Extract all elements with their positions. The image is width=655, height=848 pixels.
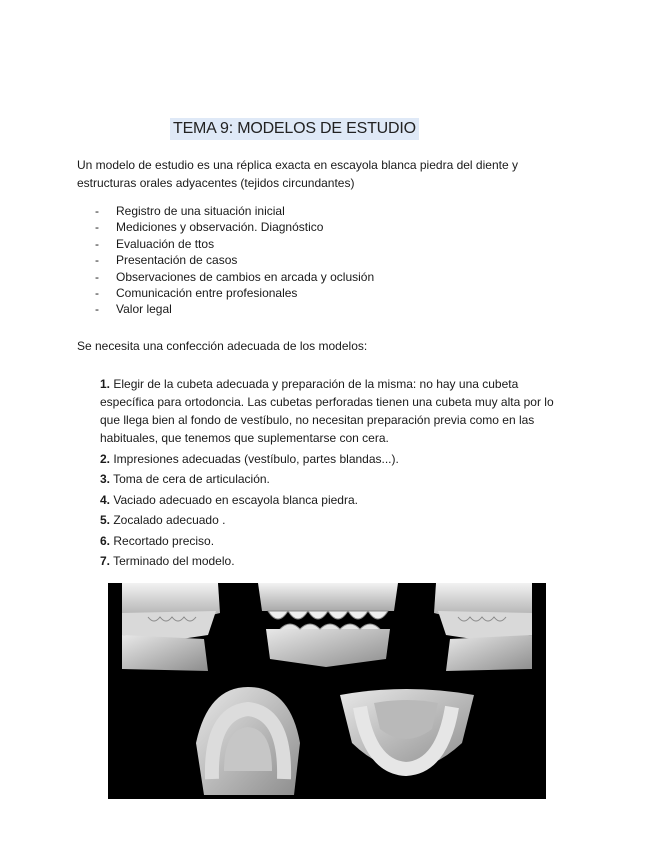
dental-models-illustration [108, 583, 546, 799]
step-text: Toma de cera de articulación. [110, 472, 270, 486]
list-item-text: Registro de una situación inicial [116, 204, 285, 218]
list-item-text: Comunicación entre profesionales [116, 286, 298, 301]
step-text: Zocalado adecuado . [110, 513, 226, 527]
list-item-text: Valor legal [116, 302, 172, 317]
bullet-marker: - [95, 253, 99, 268]
step-text: Vaciado adecuado en escayola blanca piedra. [110, 492, 358, 507]
list-item [95, 219, 374, 235]
model-right-view [122, 583, 220, 671]
list-item [95, 285, 374, 301]
step-text: Terminado del modelo. [110, 554, 235, 568]
step-text: Elegir de la cubeta adecuada y preparación de la misma: no hay una cubeta específica para ortodoncia. Las cubetas perforadas tienen una cubeta muy alta por lo que llega bien al fondo de vestíbulo, no necesitan preparación previa como en las habituales, que tenemos que suplementarse con cera. [100, 377, 554, 445]
step-number: 4. [100, 492, 111, 507]
bullet-marker: - [95, 204, 99, 218]
step-number: 7. [100, 554, 111, 568]
step-item [100, 491, 560, 509]
intro-paragraph: Un modelo de estudio es una réplica exacta en escayola blanca piedra del diente y estructuras orales adyacentes (tejidos circundantes) [77, 158, 518, 190]
bullet-marker: - [95, 286, 99, 301]
step-text: Recortado preciso. [110, 533, 215, 548]
step-item [100, 552, 560, 570]
step-number: 2. [100, 451, 111, 466]
uses-list [95, 203, 374, 318]
dental-models-photo [108, 583, 546, 799]
steps-list [100, 375, 560, 573]
step-item [100, 511, 560, 529]
step-item [100, 470, 560, 488]
step-number: 5. [100, 513, 111, 527]
model-left-view [434, 583, 532, 671]
list-item [95, 236, 374, 252]
step-item [100, 532, 560, 550]
list-item-text: Evaluación de ttos [116, 236, 215, 251]
list-item [95, 301, 374, 317]
step-number: 3. [100, 472, 111, 486]
step-item [100, 375, 560, 447]
list-item-text: Presentación de casos [116, 253, 238, 268]
list-item [95, 252, 374, 268]
list-item-text: Observaciones de cambios en arcada y oclusión [116, 269, 375, 284]
step-item [100, 450, 560, 468]
list-item [95, 269, 374, 285]
step-text: Impresiones adecuadas (vestíbulo, partes blandas...). [110, 451, 399, 466]
bullet-marker: - [95, 302, 99, 317]
bullet-marker: - [95, 220, 99, 235]
page-title: TEMA 9: MODELOS DE ESTUDIO [170, 118, 419, 140]
steps-intro: Se necesita una confección adecuada de los modelos: [77, 339, 368, 353]
list-item [95, 203, 374, 219]
step-number: 6. [100, 533, 111, 548]
bullet-marker: - [95, 269, 99, 284]
bullet-marker: - [95, 236, 99, 251]
list-item-text: Mediciones y observación. Diagnóstico [116, 220, 324, 235]
step-number: 1. [100, 377, 111, 391]
